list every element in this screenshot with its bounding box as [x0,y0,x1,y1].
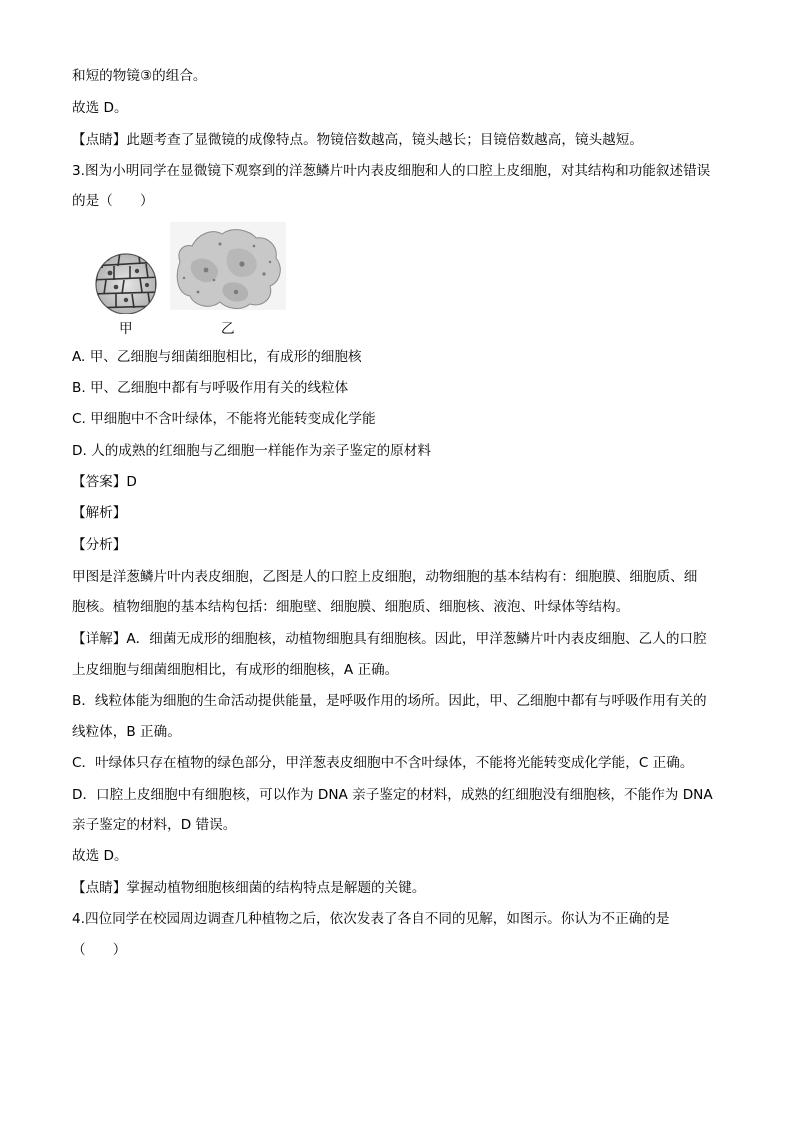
onion-cell-image [90,250,162,314]
question-4-stem: 4.四位同学在校园周边调查几种植物之后，依次发表了各自不同的见解，如图示。你认为不正确的是 [72,911,670,927]
oral-epithelial-cell-image [170,222,286,310]
key-point-line: 【点睛】掌握动植物细胞核细菌的结构特点是解题的关键。 [72,880,426,896]
text-line: 甲图是洋葱鳞片叶内表皮细胞，乙图是人的口腔上皮细胞，动物细胞的基本结构有：细胞膜、细胞质、细 [72,569,698,585]
answer-line: 【答案】D [72,474,137,490]
option-b: B. 甲、乙细胞中都有与呼吸作用有关的线粒体 [72,380,349,396]
text-line: 胞核。植物细胞的基本结构包括：细胞壁、细胞膜、细胞质、细胞核、液泡、叶绿体等结构。 [72,599,630,615]
text-line: 故选 D。 [72,100,128,116]
text-line: 亲子鉴定的材料，D 错误。 [72,817,237,833]
analysis-heading: 【解析】 [72,505,127,521]
text-line: D．口腔上皮细胞中有细胞核，可以作为 DNA 亲子鉴定的材料，成熟的红细胞没有细胞核，不能作为 DNA [72,787,713,803]
figure-label-yi: 乙 [221,321,235,337]
text-line: C．叶绿体只存在植物的绿色部分，甲洋葱表皮细胞中不含叶绿体，不能将光能转变成化学能，C 正确。 [72,755,694,771]
key-point-line: 【点睛】此题考查了显微镜的成像特点。物镜倍数越高，镜头越长；目镜倍数越高，镜头越短。 [72,132,643,148]
text-line: 故选 D。 [72,848,128,864]
question-4-stem-cont: （ ） [72,942,127,958]
text-line: 线粒体，B 正确。 [72,724,181,740]
figure-label-jia: 甲 [119,321,133,337]
cell-micrographs [80,222,295,314]
option-d: D. 人的成熟的红细胞与乙细胞一样能作为亲子鉴定的原材料 [72,443,431,459]
text-line: 上皮细胞与细菌细胞相比，有成形的细胞核，A 正确。 [72,662,399,678]
option-a: A. 甲、乙细胞与细菌细胞相比，有成形的细胞核 [72,349,362,365]
text-line: 和短的物镜③的组合。 [72,68,207,84]
analysis-subheading: 【分析】 [72,537,127,553]
option-c: C. 甲细胞中不含叶绿体，不能将光能转变成化学能 [72,411,376,427]
cell-figure [80,222,295,340]
question-3-stem-cont: 的是（ ） [72,193,154,209]
text-line: B．线粒体能为细胞的生命活动提供能量，是呼吸作用的场所。因此，甲、乙细胞中都有与呼吸作用有关的 [72,693,707,709]
question-3-stem: 3.图为小明同学在显微镜下观察到的洋葱鳞片叶内表皮细胞和人的口腔上皮细胞，对其结构和功能叙述错误 [72,163,711,179]
detail-line: 【详解】A．细菌无成形的细胞核，动植物细胞具有细胞核。因此，甲洋葱鳞片叶内表皮细胞、乙人的口腔 [72,631,707,647]
